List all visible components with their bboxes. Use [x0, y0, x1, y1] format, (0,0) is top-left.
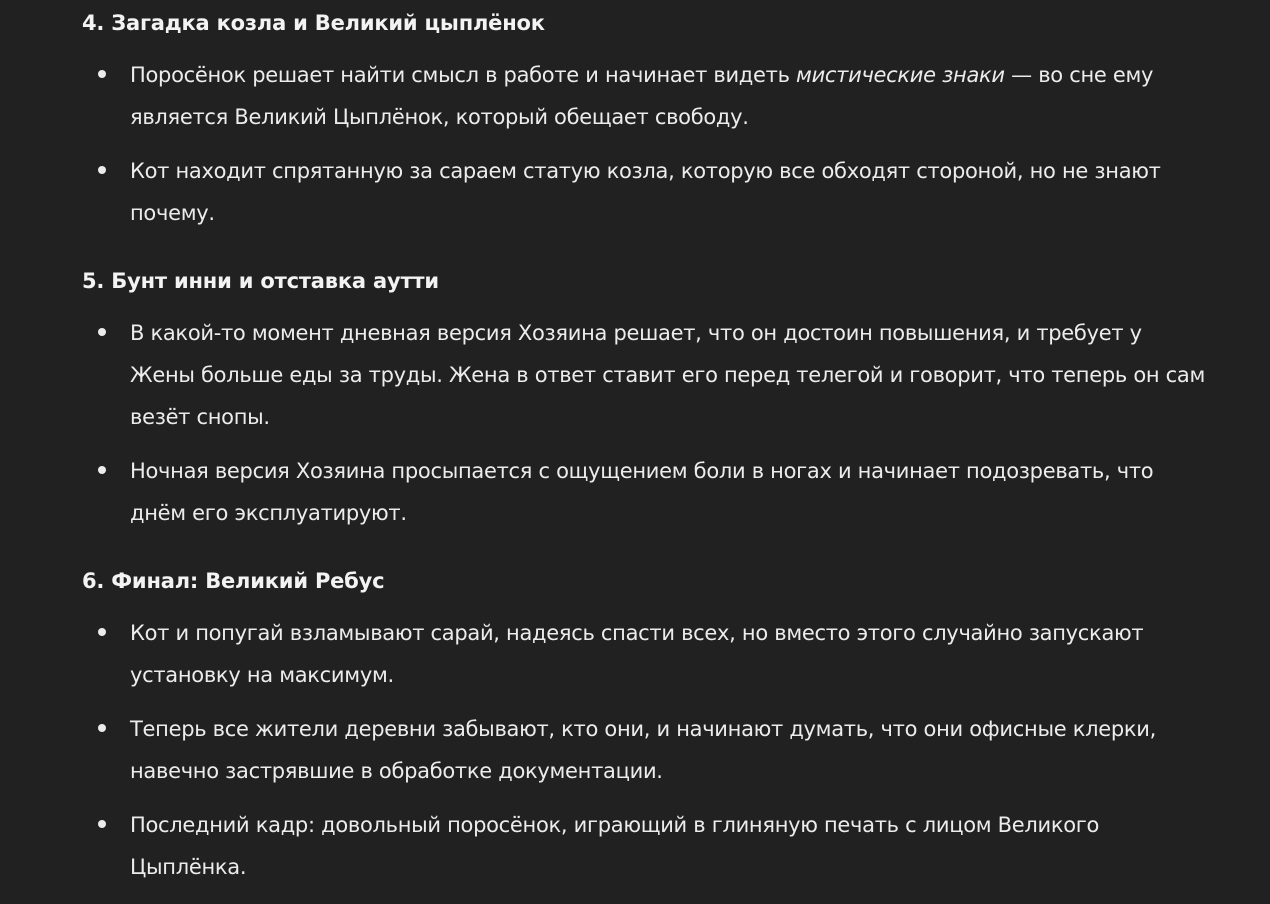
section-heading-6: 6. Финал: Великий Ребус	[82, 569, 385, 593]
section-heading-4: 4. Загадка козла и Великий цыплёнок	[82, 11, 545, 35]
list-item: Последний кадр: довольный поросёнок, играющий в глиняную печать с лицом Великого Цыплёнка.	[0, 804, 1270, 888]
bullet-icon	[98, 70, 106, 78]
section-list-6	[0, 612, 1270, 888]
emphasis-text: мистические знаки	[796, 63, 1005, 87]
section-heading-5: 5. Бунт инни и отставка аутти	[82, 269, 439, 293]
list-item: В какой-то момент дневная версия Хозяина решает, что он достоин повышения, и требует у Жены больше еды за труды. Жена в ответ ставит его перед телегой и говорит, что теперь он сам везёт снопы.	[0, 312, 1270, 438]
bullet-icon	[98, 628, 106, 636]
bullet-icon	[98, 166, 106, 174]
list-item: Кот и попугай взламывают сарай, надеясь спасти всех, но вместо этого случайно запускают установку на максимум.	[0, 612, 1270, 696]
bullet-icon	[98, 820, 106, 828]
list-item: Поросёнок решает найти смысл в работе и начинает видеть мистические знаки — во сне ему является Великий Цыплёнок, который обещает свободу.	[0, 54, 1270, 138]
list-item: Кот находит спрятанную за сараем статую козла, которую все обходят стороной, но не знают почему.	[0, 150, 1270, 234]
bullet-icon	[98, 724, 106, 732]
bullet-icon	[98, 466, 106, 474]
section-list-4	[0, 54, 1270, 234]
list-item: Ночная версия Хозяина просыпается с ощущением боли в ногах и начинает подозревать, что днём его эксплуатируют.	[0, 450, 1270, 534]
list-item: Теперь все жители деревни забывают, кто они, и начинают думать, что они офисные клерки, навечно застрявшие в обработке документации.	[0, 708, 1270, 792]
bullet-icon	[98, 328, 106, 336]
section-list-5	[0, 312, 1270, 534]
